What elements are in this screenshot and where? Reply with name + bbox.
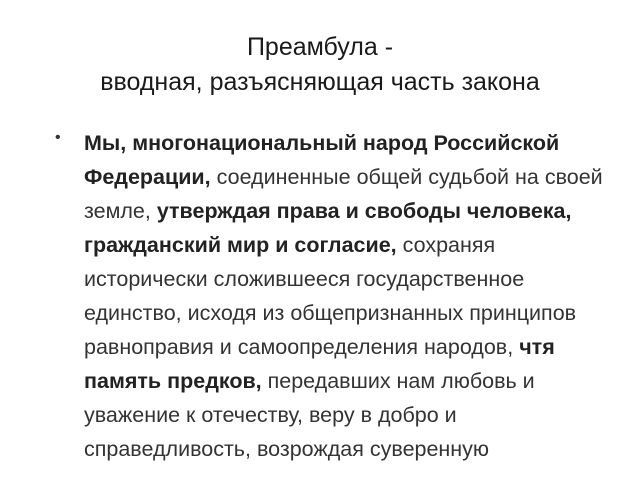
bullet-list: [0, 126, 640, 466]
preamble-bold-rights: утверждая права и свободы человека, гражданский мир и согласие,: [84, 199, 572, 257]
preamble-fate: соединенные общей судьбой на своей земле,: [84, 165, 603, 223]
slide-title: [0, 30, 640, 100]
title-line-2: вводная, разъясняющая часть закона: [100, 68, 540, 96]
preamble-bold-people: Мы, многонациональный народ Российской Федерации,: [84, 131, 560, 189]
preamble-text: [84, 126, 616, 466]
bullet-item-preamble: [0, 126, 640, 466]
preamble-bold-ancestors: чтя память предков,: [84, 335, 555, 393]
bullet-dot-icon: •: [55, 129, 61, 146]
preamble-love: передавших нам любовь и уважение к отечеству, веру в добро и справедливость, возрождая суверенную: [84, 369, 535, 461]
preamble-unity: сохраняя исторически сложившееся государственное единство, исходя из общепризнанных принципов равноправия и самоопределения народов,: [84, 233, 577, 359]
title-line-1: Преамбула -: [246, 33, 394, 61]
